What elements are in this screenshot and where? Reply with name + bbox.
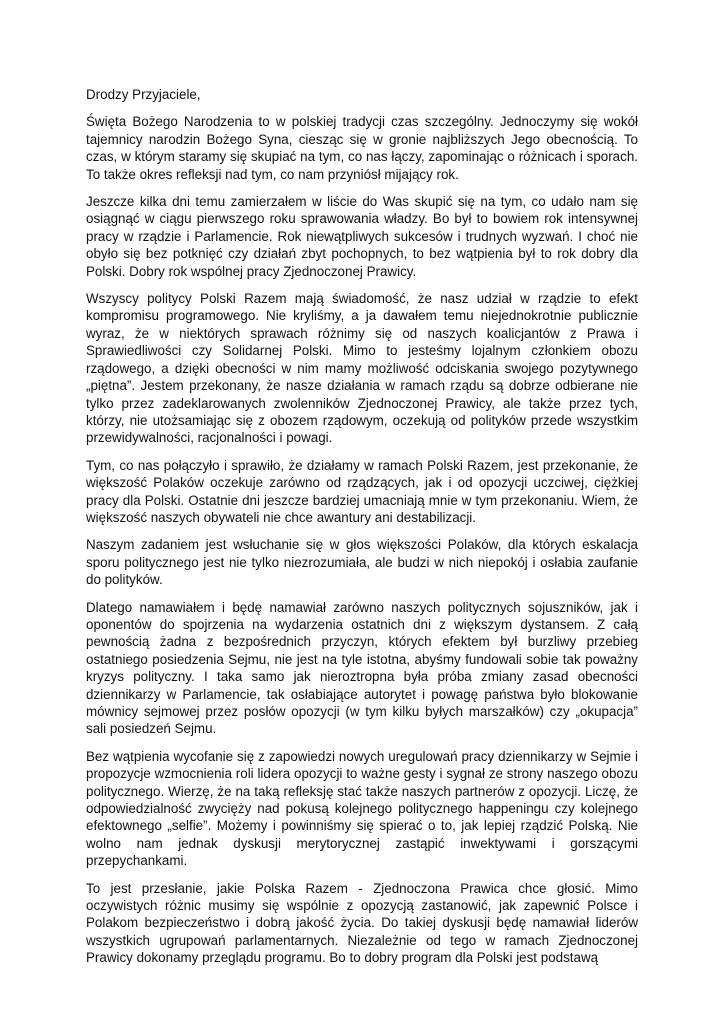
- paragraph-3: Wszyscy politycy Polski Razem mają świadomość, że nasz udział w rządzie to efekt kompromisu programowego. Nie kryliśmy, a ja dawałem temu niejednokrotnie publicznie wyraz, że w niektórych sprawach różnimy się od naszych koalicjantów z Prawa i Sprawiedliwości czy Solidarnej Polski. Mimo to jesteśmy lojalnym członkiem obozu rządowego, a dzięki obecności w nim mamy możliwość odciskania swojego pozytywnego „piętna”. Jestem przekonany, że nasze działania w ramach rządu są dobrze odbierane nie tylko przez zadeklarowanych zwolenników Zjednoczonej Prawicy, ale także przez tych, którzy, nie utożsamiając się z obozem rządowym, oczekują od polityków przede wszystkim przewidywalności, racjonalności i powagi.: [86, 291, 638, 446]
- paragraph-1: Święta Bożego Narodzenia to w polskiej tradycji czas szczególny. Jednoczymy się wokół tajemnicy narodzin Bożego Syna, ciesząc się w gronie najbliższych Jego obecnością. To czas, w którym staramy się skupiać na tym, co nas łączy, zapominając o różnicach i sporach. To także okres refleksji nad tym, co nam przyniósł mijający rok.: [86, 114, 638, 182]
- paragraph-7: Bez wątpienia wycofanie się z zapowiedzi nowych uregulowań pracy dziennikarzy w Sejmie i propozycje wzmocnienia roli lidera opozycji to ważne gesty i sygnał ze strony naszego obozu politycznego. Wierzę, że na taką refleksję stać także naszych partnerów z opozycji. Liczę, że odpowiedzialność zwycięży nad pokusą kolejnego politycznego happeningu czy kolejnego efektownego „selfie”. Możemy i powinniśmy się spierać o to, jak lepiej rządzić Polską. Nie wolno nam jednak dyskusji merytorycznej zastąpić inwektywami i gorszącymi przepychankami.: [86, 748, 638, 869]
- paragraph-2: Jeszcze kilka dni temu zamierzałem w liście do Was skupić się na tym, co udało nam się osiągnąć w ciągu pierwszego roku sprawowania władzy. Bo był to bowiem rok intensywnej pracy w rządzie i Parlamencie. Rok niewątpliwych sukcesów i trudnych wyzwań. I choć nie obyło się bez potknięć czy działań zbyt pochopnych, to bez wątpienia był to rok dobry dla Polski. Dobry rok wspólnej pracy Zjednoczonej Prawicy.: [86, 194, 638, 279]
- paragraph-6: Dlatego namawiałem i będę namawiał zarówno naszych politycznych sojuszników, jak i oponentów do spojrzenia na wydarzenia ostatnich dni z większym dystansem. Z całą pewnością żadna z bezpośrednich przyczyn, których efektem był burzliwy przebieg ostatniego posiedzenia Sejmu, nie jest na tyle istotna, abyśmy fundowali sobie tak poważny kryzys polityczny. I taka samo jak nieroztropna była próba zmiany zasad obecności dziennikarzy w Parlamencie, tak osłabiające autorytet i powagę państwa było blokowanie mównicy sejmowej przez posłów opozycji (w tym kilku byłych marszałków) czy „okupacja” sali posiedzeń Sejmu.: [86, 599, 638, 737]
- salutation: Drodzy Przyjaciele,: [86, 87, 201, 102]
- paragraph-8: To jest przesłanie, jakie Polska Razem - Zjednoczona Prawica chce głosić. Mimo oczywistych różnic musimy się wspólnie z opozycją zastanowić, jak zapewnić Polsce i Polakom bezpieczeństwo i dobrą jakość życia. Do takiej dyskusji będę namawiał liderów wszystkich ugrupowań parlamentarnych. Niezależnie od tego w ramach Zjednoczonej Prawicy dokonamy przeglądu programu. Bo to dobry program dla Polski jest podstawą: [86, 880, 638, 966]
- letter-page: [86, 86, 638, 977]
- paragraph-4: Tym, co nas połączyło i sprawiło, że działamy w ramach Polski Razem, jest przekonanie, że większość Polaków oczekuje zarówno od rządzących, jak i od opozycji uczciwej, ciężkiej pracy dla Polski. Ostatnie dni jeszcze bardziej umacniają mnie w tym przekonaniu. Wiem, że większość naszych obywateli nie chce awantury ani destabilizacji.: [86, 457, 638, 525]
- paragraph-5: Naszym zadaniem jest wsłuchanie się w głos większości Polaków, dla których eskalacja sporu politycznego jest nie tylko niezrozumiała, ale budzi w nich niepokój i osłabia zaufanie do polityków.: [86, 537, 638, 588]
